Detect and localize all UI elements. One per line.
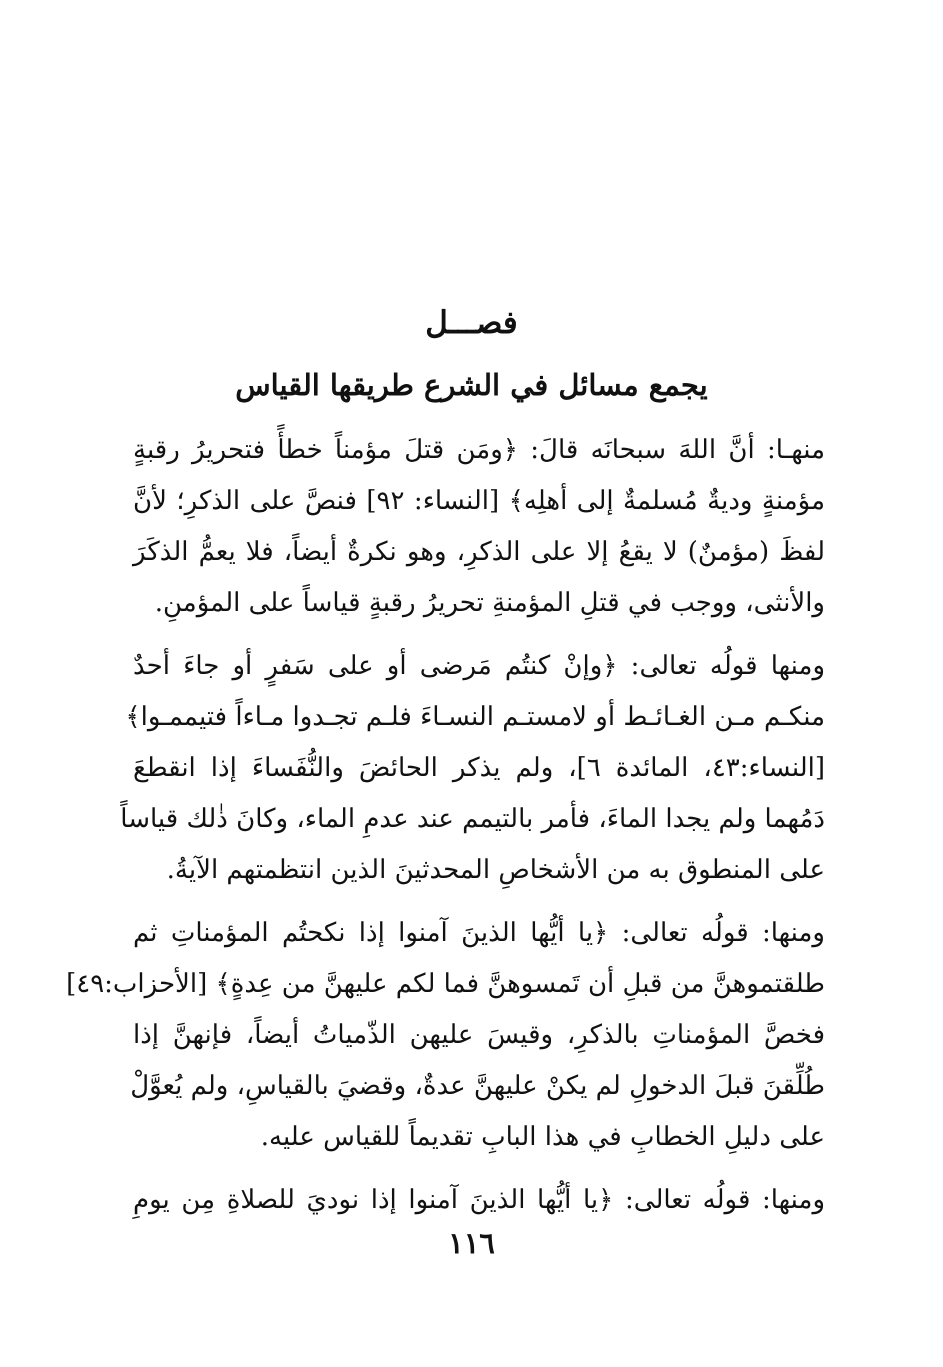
paragraph-3 — [66, 908, 825, 1163]
chapter-title: فصـــل — [425, 305, 518, 341]
paragraph-2 — [120, 641, 825, 896]
text-line: منكـم مـن الغـائـط أو لامستـم النسـاءَ فلـم تجـدوا مـاءاً فتيممـوا﴾ — [125, 702, 825, 732]
text-line: دَمُهما ولم يجدا الماءَ، فأمر بالتيمم عند عدمِ الماء، وكانَ ذٰلك قياساً — [120, 804, 825, 834]
text-line: والأنثى، ووجب في قتلِ المؤمنةِ تحريرُ رقبةٍ قياساً على المؤمنِ. — [154, 588, 825, 618]
paragraph-1 — [133, 425, 825, 629]
page-number: ١١٦ — [448, 1226, 495, 1260]
text-line: طلقتموهنَّ من قبلِ أن تَمسوهنَّ فما لكم عليهنَّ من عِدةٍ﴾ [الأحزاب:٤٩] — [66, 969, 825, 999]
text-line: منهـا: أنَّ اللهَ سبحانَه قالَ: ﴿ومَن قتلَ مؤمناً خطأً فتحريرُ رقبةٍ — [133, 435, 825, 465]
text-line: على دليلِ الخطابِ في هذا البابِ تقديماً للقياس عليه. — [260, 1122, 825, 1152]
paragraph-4 — [133, 1175, 825, 1226]
text-line: مؤمنةٍ وديةٌ مُسلمةٌ إلى أهلِه﴾ [النساء: ٩٢] فنصَّ على الذكرِ؛ لأنَّ — [133, 486, 825, 516]
text-line: ومنها قولُه تعالى: ﴿وإنْ كنتُم مَرضى أو على سَفرٍ أو جاءَ أحدٌ — [133, 651, 825, 681]
text-line: [النساء:٤٣، المائدة ٦]، ولم يذكر الحائضَ والنُّفَساءَ إذا انقطعَ — [133, 753, 825, 783]
text-line: فخصَّ المؤمناتِ بالذكرِ، وقيسَ عليهن الذّمياتُ أيضاً، فإنهنَّ إذا — [133, 1020, 825, 1050]
text-line: طُلِّقنَ قبلَ الدخولِ لم يكنْ عليهنَّ عدةٌ، وقضيَ بالقياسِ، ولم يُعوَّلْ — [130, 1071, 825, 1101]
text-line: لفظَ (مؤمنٌ) لا يقعُ إلا على الذكرِ، وهو نكرةٌ أيضاً، فلا يعمُّ الذكَرَ — [133, 537, 825, 567]
text-line: على المنطوق به من الأشخاصِ المحدثينَ الذين انتظمتهم الآيةُ. — [166, 855, 825, 885]
text-line: ومنها: قولُه تعالى: ﴿يا أيُّها الذينَ آمنوا إذا نوديَ للصلاةِ مِن يومِ — [133, 1185, 825, 1215]
chapter-subtitle: يجمع مسائل في الشرع طريقها القياس — [235, 368, 708, 402]
text-line: ومنها: قولُه تعالى: ﴿يا أيُّها الذينَ آمنوا إذا نكحتُم المؤمناتِ ثم — [133, 918, 825, 948]
body-text — [66, 425, 825, 1238]
